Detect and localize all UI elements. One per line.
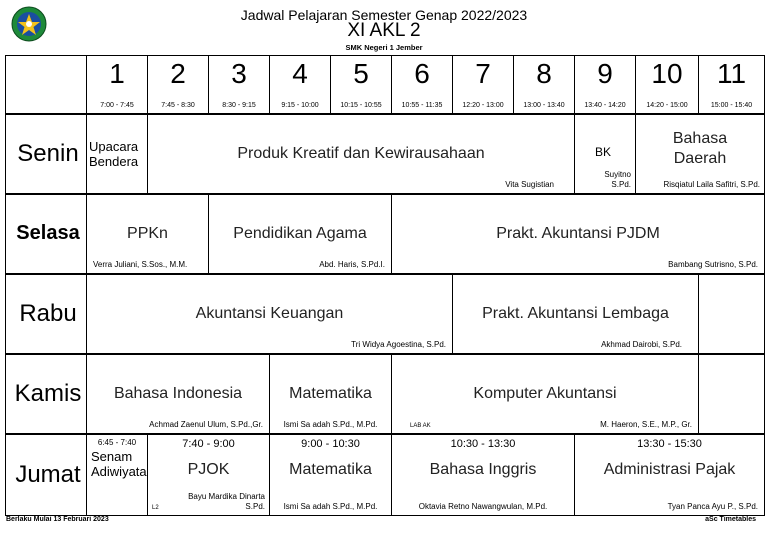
lesson-teacher: S.Pd.: [611, 179, 631, 189]
slot-time: 6:45 - 7:40: [97, 437, 137, 447]
lesson-produk-kreatif: [148, 114, 575, 194]
empty-slot: [699, 274, 765, 354]
lesson-teacher: Abd. Haris, S.Pd.I.: [319, 259, 385, 269]
period-9: 9 13:40 - 14:20: [575, 56, 636, 114]
lesson-akuntansi-keuangan: [87, 274, 453, 354]
lesson-subject: Komputer Akuntansi: [473, 384, 617, 402]
period-3: 3 8:30 - 9:15: [209, 56, 270, 114]
lesson-subject: Bahasa Inggris: [429, 460, 537, 478]
lesson-subject: Produk Kreatif dan Kewirausahaan: [237, 144, 485, 162]
slot-time: 10:30 - 13:30: [450, 437, 516, 450]
lesson-subject: Matematika: [289, 460, 372, 478]
lesson-subject: Administrasi Pajak: [603, 460, 736, 478]
empty-slot: [699, 354, 765, 434]
lesson-subject: Upacara Bendera: [89, 138, 139, 169]
day-label: Selasa: [6, 194, 87, 274]
lesson-subject: Senam Adiwiyata: [91, 448, 147, 479]
lesson-senam: [87, 434, 148, 516]
period-8: 8 13:00 - 13:40: [514, 56, 575, 114]
period-time: 9:15 - 10:00: [281, 101, 319, 109]
period-time: 13:00 - 13:40: [523, 101, 565, 109]
period-time: 14:20 - 15:00: [646, 101, 688, 109]
generator-credit: aSc Timetables: [705, 516, 756, 523]
lesson-subject: Prakt. Akuntansi Lembaga: [482, 304, 669, 322]
slot-time: 7:40 - 9:00: [182, 437, 235, 450]
schedule-title: Jadwal Pelajaran Semester Genap 2022/2023: [240, 7, 528, 23]
period-time: 10:15 - 10:55: [340, 101, 382, 109]
day-label: Jumat: [6, 434, 87, 516]
lesson-teacher: Tri Widya Agoestina, S.Pd.: [351, 339, 446, 349]
lesson-subject: PPKn: [127, 224, 168, 242]
day-row-rabu: [6, 274, 765, 354]
lesson-teacher: Verra Juliani, S.Sos., M.M.: [93, 259, 188, 269]
day-label: Kamis: [6, 354, 87, 434]
lesson-bk: [575, 114, 636, 194]
period-time: 12:20 - 13:00: [462, 101, 504, 109]
lesson-subject: Bahasa Daerah: [672, 129, 728, 167]
day-row-kamis: [6, 354, 765, 434]
period-7: 7 12:20 - 13:00: [453, 56, 514, 114]
lesson-teacher: S.Pd.: [245, 502, 265, 511]
lesson-bahasa-indonesia: [87, 354, 270, 434]
lesson-teacher: Bambang Sutrisno, S.Pd.: [668, 259, 758, 269]
lesson-teacher: M. Haeron, S.E., M.P., Gr.: [600, 419, 692, 429]
lesson-teacher: Oktavia Retno Nawangwulan, M.Pd.: [418, 502, 548, 511]
room-label: LAB AK: [410, 422, 431, 429]
lesson-subject: Bahasa Indonesia: [113, 384, 243, 402]
lesson-administrasi-pajak: [575, 434, 765, 516]
period-time: 15:00 - 15:40: [710, 101, 753, 109]
period-time: 7:45 - 8:30: [161, 101, 195, 109]
lesson-subject: BK: [595, 144, 612, 159]
slot-time: 9:00 - 10:30: [301, 437, 360, 450]
effective-date: Berlaku Mulai 13 Februari 2023: [6, 516, 109, 523]
period-time: 13:40 - 14:20: [584, 101, 626, 109]
day-row-jumat: [6, 434, 765, 516]
class-name: XI AKL 2: [347, 20, 421, 41]
period-time: 7:00 - 7:45: [100, 101, 134, 109]
lesson-subject: Pendidikan Agama: [233, 224, 367, 242]
lesson-pjdm: [392, 194, 765, 274]
lesson-akuntansi-lembaga: [453, 274, 699, 354]
lesson-pjok: [148, 434, 270, 516]
lesson-subject: Matematika: [289, 384, 372, 402]
period-5: 5 10:15 - 10:55: [331, 56, 392, 114]
day-label: Senin: [6, 114, 87, 194]
period-time: 10:55 - 11:35: [401, 101, 443, 109]
day-row-selasa: [6, 194, 765, 274]
period-4: 4 9:15 - 10:00: [270, 56, 331, 114]
lesson-matematika: [270, 434, 392, 516]
slot-time: 13:30 - 15:30: [637, 437, 702, 450]
period-header-row: [6, 56, 765, 114]
period-11: 11 15:00 - 15:40: [699, 56, 765, 114]
school-name: SMK Negeri 1 Jember: [345, 43, 423, 52]
lesson-teacher: Risqiatul Laila Safitri, S.Pd.: [663, 179, 760, 189]
room-label: L2: [152, 505, 159, 511]
lesson-upacara: [87, 114, 148, 194]
day-row-senin: [6, 114, 765, 194]
lesson-bahasa-daerah: [636, 114, 765, 194]
lesson-ppkn: [87, 194, 209, 274]
lesson-subject: Prakt. Akuntansi PJDM: [496, 224, 660, 242]
period-6: 6 10:55 - 11:35: [392, 56, 453, 114]
lesson-teacher: Achmad Zaenul Ulum, S.Pd.,Gr.: [149, 419, 263, 429]
corner-cell: [6, 56, 87, 114]
timetable: [5, 55, 765, 516]
period-2: 2 7:45 - 8:30: [148, 56, 209, 114]
lesson-teacher: Ismi Sa adah S.Pd., M.Pd.: [283, 419, 378, 429]
lesson-subject: Akuntansi Keuangan: [195, 304, 344, 322]
lesson-teacher: Tyan Panca Ayu P., S.Pd.: [667, 502, 758, 511]
period-10: 10 14:20 - 15:00: [636, 56, 699, 114]
lesson-komputer-akuntansi: [392, 354, 699, 434]
period-time: 8:30 - 9:15: [222, 101, 256, 109]
lesson-agama: [209, 194, 392, 274]
lesson-teacher: Suyitno: [604, 169, 631, 179]
lesson-subject: PJOK: [187, 460, 230, 478]
lesson-bahasa-inggris: [392, 434, 575, 516]
lesson-teacher: Bayu Mardika Dinarta: [188, 492, 265, 501]
lesson-teacher: Akhmad Dairobi, S.Pd.: [601, 339, 682, 349]
day-label: Rabu: [6, 274, 87, 354]
lesson-teacher: Ismi Sa adah S.Pd., M.Pd.: [283, 502, 378, 511]
lesson-teacher: Vita Sugistian: [505, 179, 554, 189]
lesson-matematika: [270, 354, 392, 434]
period-1: 1 7:00 - 7:45: [87, 56, 148, 114]
